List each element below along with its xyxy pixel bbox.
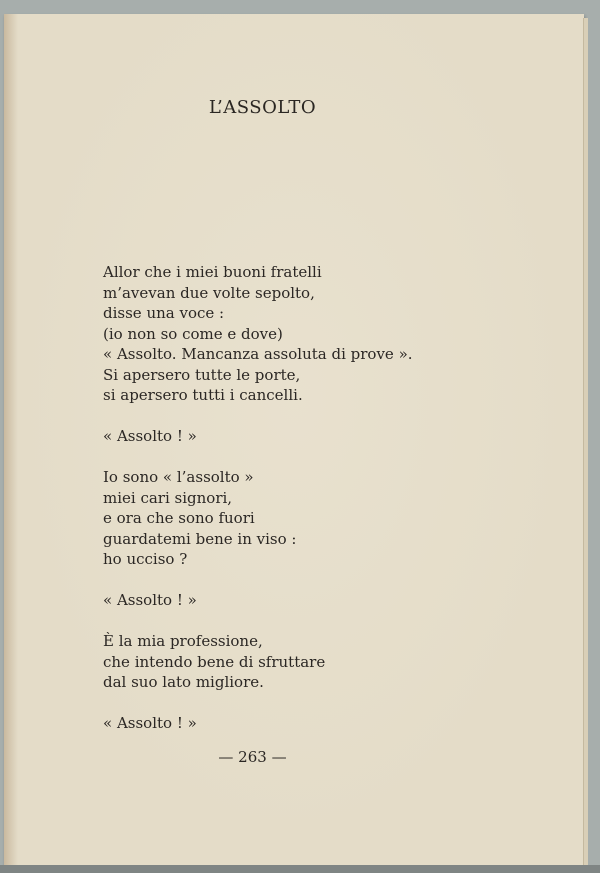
poem-line: ho ucciso ? bbox=[103, 550, 188, 568]
page-edge bbox=[583, 18, 588, 868]
poem-line: miei cari signori, bbox=[103, 488, 233, 507]
stanza-gap bbox=[103, 693, 413, 714]
poem-line: « Assolto. Mancanza assoluta di prove ». bbox=[103, 345, 413, 363]
poem-line: (io non so come e dove) bbox=[103, 324, 283, 343]
stanza bbox=[103, 426, 413, 447]
poem-title: L’ASSOLTO bbox=[208, 97, 317, 118]
poem-line: guardatemi bene in viso : bbox=[103, 529, 297, 548]
page-number: — 263 — bbox=[218, 748, 287, 766]
poem-line: che intendo bene di sfruttare bbox=[103, 652, 326, 671]
stanza-gap bbox=[103, 570, 413, 591]
poem-line: È la mia professione, bbox=[103, 632, 263, 650]
poem-line: Io sono « l’assolto » bbox=[103, 468, 254, 486]
poem-line: dal suo lato migliore. bbox=[103, 673, 264, 691]
poem-line: Si apersero tutte le porte, bbox=[103, 365, 301, 384]
stanza bbox=[103, 631, 413, 693]
stanza bbox=[103, 713, 413, 734]
poem-line: e ora che sono fuori bbox=[103, 509, 255, 527]
poem-line: m’avevan due volte sepolto, bbox=[103, 283, 315, 302]
poem-line: si apersero tutti i cancelli. bbox=[103, 386, 303, 404]
stanza-gap bbox=[103, 611, 413, 632]
poem-line: disse una voce : bbox=[103, 304, 225, 322]
poem-line: « Assolto ! » bbox=[103, 427, 197, 445]
scan-border bbox=[0, 865, 600, 873]
poem-line: « Assolto ! » bbox=[103, 714, 197, 732]
stanza-gap bbox=[103, 406, 413, 427]
poem-line: « Assolto ! » bbox=[103, 591, 197, 609]
stanza bbox=[103, 590, 413, 611]
stanza bbox=[103, 262, 413, 406]
stanza bbox=[103, 467, 413, 570]
poem-body bbox=[103, 262, 413, 734]
poem-line: Allor che i miei buoni fratelli bbox=[103, 263, 322, 281]
stanza-gap bbox=[103, 447, 413, 468]
